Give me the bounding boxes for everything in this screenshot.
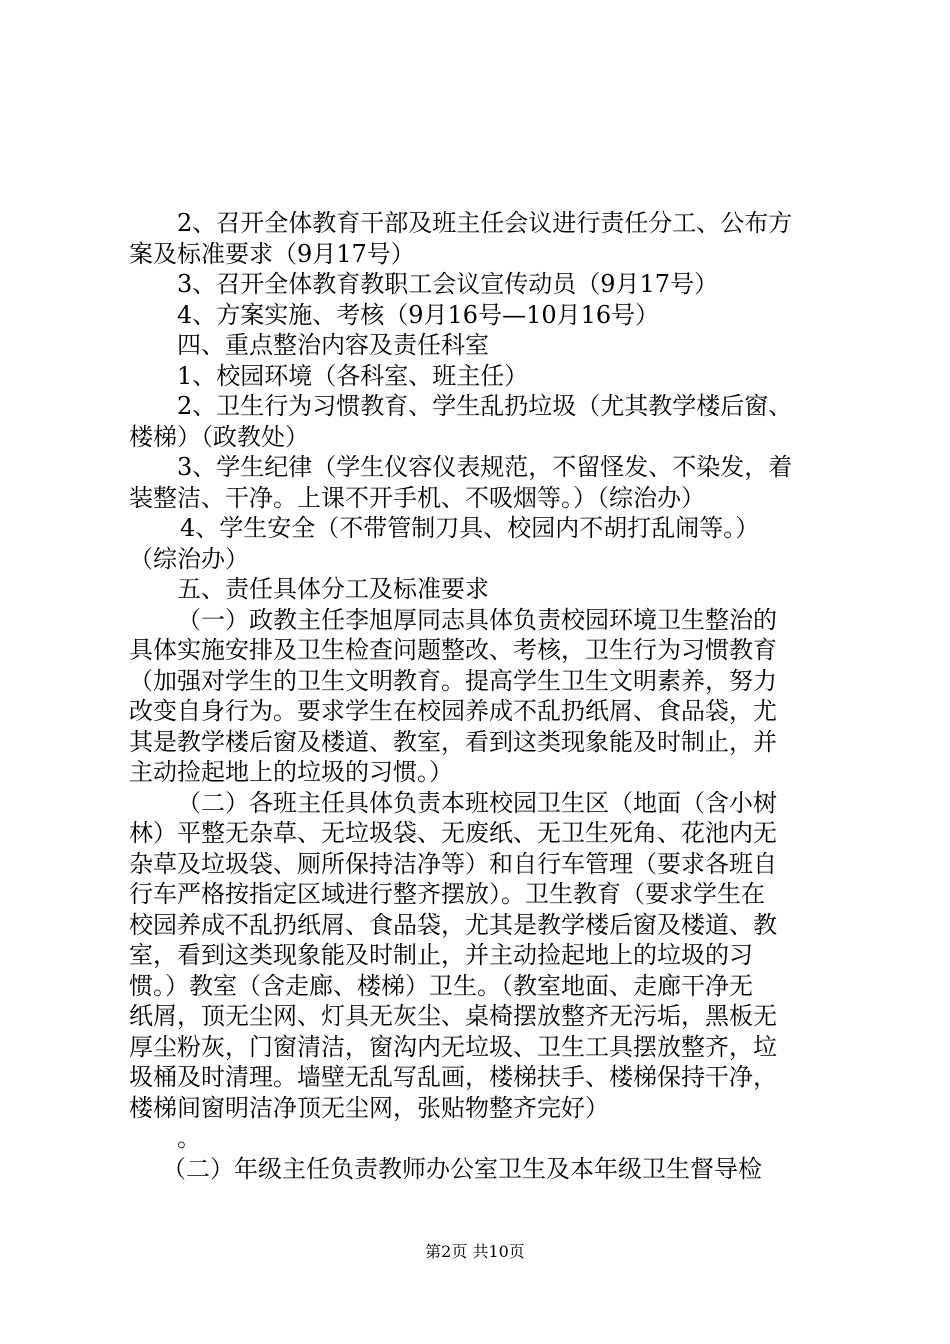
text-line: （加强对学生的卫生文明教育。提高学生卫生文明素养，努力 [129,667,777,695]
text-line: 4、方案实施、考核（9月16号—10月16号） [177,301,660,329]
text-line: 2、召开全体教育干部及班主任会议进行责任分工、公布方 [177,209,793,237]
text-line: 4、学生安全（不带管制刀具、校园内不胡打乱闹等。） [180,514,760,542]
page-number: 第2页 共10页 [425,1242,525,1261]
text-line: 3、学生纪律（学生仪容仪表规范，不留怪发、不染发，着 [177,453,793,481]
text-line: 行车严格按指定区域进行整齐摆放）。卫生教育（要求学生在 [129,880,765,908]
text-line: 厚尘粉灰，门窗清洁，窗沟内无垃圾、卫生工具摆放整齐，垃 [129,1033,777,1061]
text-line: 楼梯间窗明洁净顶无尘网，张贴物整齐完好） [129,1094,609,1122]
section-heading: 四、重点整治内容及责任科室 [177,331,489,359]
text-line: 楼梯）（政教处） [129,423,309,451]
text-line: 纸屑，顶无尘网、灯具无灰尘、桌椅摆放整齐无污垢，黑板无 [129,1002,777,1030]
text-line: 2、卫生行为习惯教育、学生乱扔垃圾（尤其教学楼后窗、 [177,392,793,420]
text-line: 杂草及垃圾袋、厕所保持洁净等）和自行车管理（要求各班自 [129,850,777,878]
text-line: （一）政教主任李旭厚同志具体负责校园环境卫生整治的 [177,606,777,634]
text-line: 主动捡起地上的垃圾的习惯。） [129,758,453,786]
text-line: 3、召开全体教育教职工会议宣传动员（9月17号） [177,270,719,298]
text-line: （二）年级主任负责教师办公室卫生及本年级卫生督导检 [162,1155,762,1183]
text-line: （二）各班主任具体负责本班校园卫生区（地面（含小树 [177,789,777,817]
text-line: 改变自身行为。要求学生在校园养成不乱扔纸屑、食品袋，尤 [129,697,777,725]
text-line: 装整洁、干净。上课不开手机、不吸烟等。）（综治办） [129,484,705,512]
text-line: （综治办） [129,545,249,573]
section-heading: 五、责任具体分工及标准要求 [177,575,489,603]
text-line: 其是教学楼后窗及楼道、教室，看到这类现象能及时制止，并 [129,728,777,756]
text-line: 圾桶及时清理。墙壁无乱写乱画，楼梯扶手、楼梯保持干净， [129,1063,777,1091]
text-line: 校园养成不乱扔纸屑、食品袋，尤其是教学楼后窗及楼道、教 [129,911,777,939]
text-line: 案及标准要求（9月17号） [129,240,415,268]
text-line: 林）平整无杂草、无垃圾袋、无废纸、无卫生死角、花池内无 [129,819,777,847]
text-line: 1、校园环境（各科室、班主任） [177,362,529,390]
text-line: 。 [177,1124,201,1152]
text-line: 具体实施安排及卫生检查问题整改、考核，卫生行为习惯教育 [129,636,777,664]
text-line: 惯。）教室（含走廊、楼梯）卫生。（教室地面、走廊干净无 [129,972,753,1000]
text-line: 室，看到这类现象能及时制止，并主动捡起地上的垃圾的习 [129,941,753,969]
